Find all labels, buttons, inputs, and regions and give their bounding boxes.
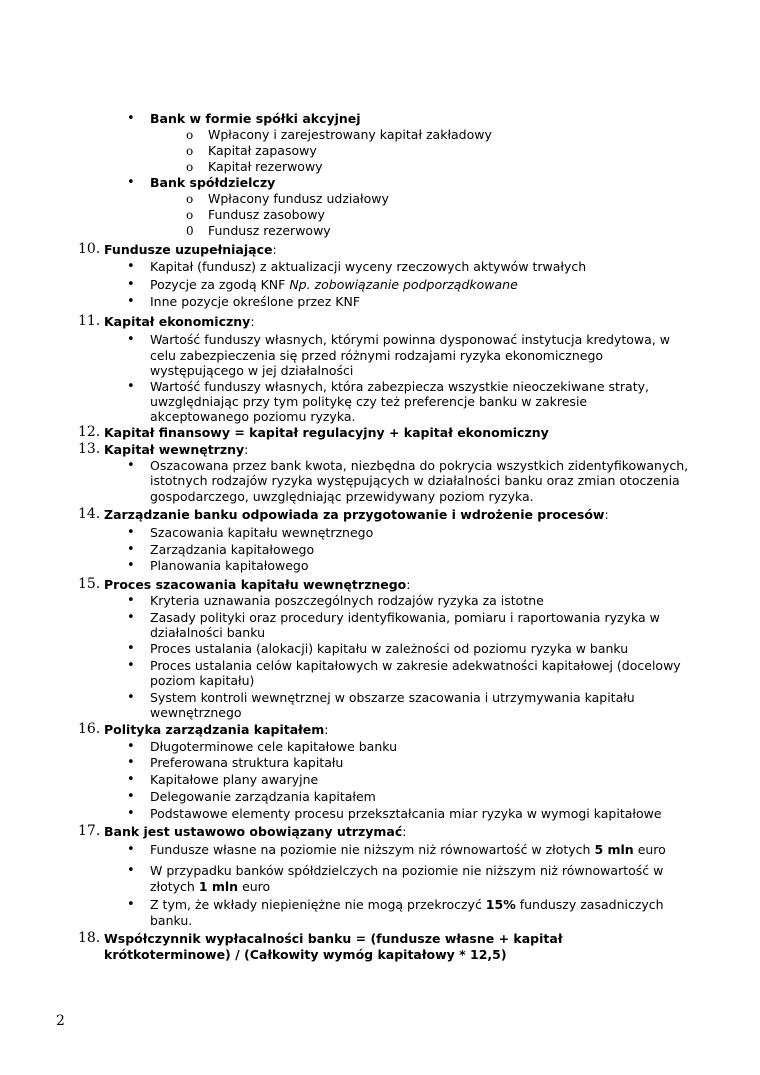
section-heading: Polityka zarządzania kapitałem: [104, 722, 329, 737]
list-item: Kapitał zapasowy [208, 143, 317, 158]
list-item: Planowania kapitałowego [150, 558, 309, 573]
bullet-marker: • [127, 593, 135, 608]
list-item: Szacowania kapitału wewnętrznego [150, 525, 374, 540]
list-item: Kryteria uznawania poszczególnych rodzajów ryzyka za istotne [150, 593, 544, 608]
section-number: 18. [78, 930, 101, 946]
section-number: 15. [78, 576, 101, 592]
bullet-marker: • [127, 658, 135, 673]
bullet-marker: • [127, 525, 135, 540]
bullet-marker: • [127, 259, 135, 274]
section-heading: Współczynnik wypłacalności banku = (fundusze własne + kapitał [104, 931, 563, 946]
bullet-marker: • [127, 175, 135, 190]
bullet-marker: • [127, 842, 135, 857]
list-item: Kapitałowe plany awaryjne [150, 772, 319, 787]
list-item: Oszacowana przez bank kwota, niezbędna do pokrycia wszystkich zidentyfikowanych, [150, 458, 689, 473]
list-item: Długoterminowe cele kapitałowe banku [150, 739, 398, 754]
section-heading: Kapitał wewnętrzny: [104, 442, 249, 457]
list-item: Delegowanie zarządzania kapitałem [150, 789, 376, 804]
bullet-marker: • [127, 610, 135, 625]
list-item-cont: akceptowanego poziomu ryzyka. [150, 409, 356, 424]
list-item-cont: występującego w jej działalności [150, 363, 354, 378]
list-item-cont: celu zabezpieczenia się przed różnymi rodzajami ryzyka ekonomicznego [150, 348, 604, 363]
bullet-marker: • [127, 863, 135, 878]
list-item: Inne pozycje określone przez KNF [150, 294, 361, 309]
list-item: System kontroli wewnętrznej w obszarze szacowania i utrzymywania kapitału [150, 690, 635, 705]
list-item-cont: istotnych rodzajów ryzyka występujących w działalności banku oraz zmian otoczenia [150, 473, 680, 488]
list-item-cont: uwzględniając przy tym politykę czy też preferencje banku w zakresie [150, 394, 588, 409]
list-item: Wartość funduszy własnych, która zabezpiecza wszystkie nieoczekiwane straty, [150, 379, 649, 394]
list-item: Preferowana struktura kapitału [150, 755, 344, 770]
bullet-marker: • [127, 277, 135, 292]
bullet-marker: • [127, 789, 135, 804]
list-item: Proces ustalania celów kapitałowych w zakresie adekwatności kapitałowej (docelowy [150, 658, 681, 673]
section-heading: Zarządzanie banku odpowiada za przygotowanie i wdrożenie procesów: [104, 507, 609, 522]
list-item-title: Bank spółdzielczy [150, 175, 276, 190]
bullet-marker: • [127, 739, 135, 754]
list-item: Wartość funduszy własnych, którymi powinna dysponować instytucja kredytowa, w [150, 332, 670, 347]
section-number: 17. [78, 823, 101, 839]
section-heading: Bank jest ustawowo obowiązany utrzymać: [104, 824, 407, 839]
bullet-marker: • [127, 690, 135, 705]
bullet-marker: • [127, 755, 135, 770]
list-item: Wpłacony i zarejestrowany kapitał zakładowy [208, 127, 492, 142]
list-item: Wpłacony fundusz udziałowy [208, 191, 389, 206]
section-number: 16. [78, 721, 101, 737]
list-item-cont: złotych 1 mln euro [150, 879, 271, 894]
sub-bullet-marker: o [186, 208, 194, 222]
list-item: Pozycje za zgodą KNF Np. zobowiązanie podporządkowane [150, 277, 518, 292]
list-item: Kapitał (fundusz) z aktualizacji wyceny rzeczowych aktywów trwałych [150, 259, 587, 274]
bullet-marker: • [127, 806, 135, 821]
section-heading: Proces szacowania kapitału wewnętrznego: [104, 577, 411, 592]
list-item-cont: gospodarczego, uwzględniając przewidywany poziom ryzyka. [150, 489, 534, 504]
list-item: Zarządzania kapitałowego [150, 542, 315, 557]
list-item: W przypadku banków spółdzielczych na poziomie nie niższym niż równowartość w [150, 863, 664, 878]
bullet-marker: • [127, 111, 135, 126]
section-number: 10. [78, 241, 101, 257]
list-item: Fundusze własne na poziomie nie niższym niż równowartość w złotych 5 mln euro [150, 842, 666, 857]
section-number: 12. [78, 424, 101, 440]
list-item-cont: poziom kapitału) [150, 673, 255, 688]
sub-bullet-marker: 0 [186, 224, 194, 238]
section-number: 13. [78, 441, 101, 457]
section-heading: Kapitał finansowy = kapitał regulacyjny + kapitał ekonomiczny [104, 425, 549, 440]
list-item: Z tym, że wkłady niepieniężne nie mogą przekroczyć 15% funduszy zasadniczych [150, 897, 664, 912]
bullet-marker: • [127, 294, 135, 309]
list-item-cont: wewnętrznego [150, 705, 242, 720]
bullet-marker: • [127, 558, 135, 573]
list-item: Proces ustalania (alokacji) kapitału w zależności od poziomu ryzyka w banku [150, 641, 629, 656]
list-item-cont: banku. [150, 913, 193, 928]
list-item: Podstawowe elementy procesu przekształcania miar ryzyka w wymogi kapitałowe [150, 806, 662, 821]
section-number: 14. [78, 506, 101, 522]
list-item: Kapitał rezerwowy [208, 159, 323, 174]
section-heading-cont: krótkoterminowe) / (Całkowity wymóg kapitałowy * 12,5) [104, 947, 507, 962]
list-item: Fundusz rezerwowy [208, 223, 331, 238]
sub-bullet-marker: o [186, 128, 194, 142]
list-item: Zasady polityki oraz procedury identyfikowania, pomiaru i raportowania ryzyka w [150, 610, 660, 625]
bullet-marker: • [127, 379, 135, 394]
section-heading: Kapitał ekonomiczny: [104, 314, 255, 329]
list-item-title: Bank w formie spółki akcyjnej [150, 111, 361, 126]
sub-bullet-marker: o [186, 192, 194, 206]
sub-bullet-marker: o [186, 144, 194, 158]
bullet-marker: • [127, 542, 135, 557]
section-number: 11. [78, 313, 101, 329]
bullet-marker: • [127, 897, 135, 912]
page-number: 2 [56, 1013, 65, 1029]
bullet-marker: • [127, 458, 135, 473]
bullet-marker: • [127, 641, 135, 656]
list-item-cont: działalności banku [150, 625, 266, 640]
list-item: Fundusz zasobowy [208, 207, 325, 222]
bullet-marker: • [127, 332, 135, 347]
sub-bullet-marker: o [186, 160, 194, 174]
bullet-marker: • [127, 772, 135, 787]
section-heading: Fundusze uzupełniające: [104, 242, 277, 257]
